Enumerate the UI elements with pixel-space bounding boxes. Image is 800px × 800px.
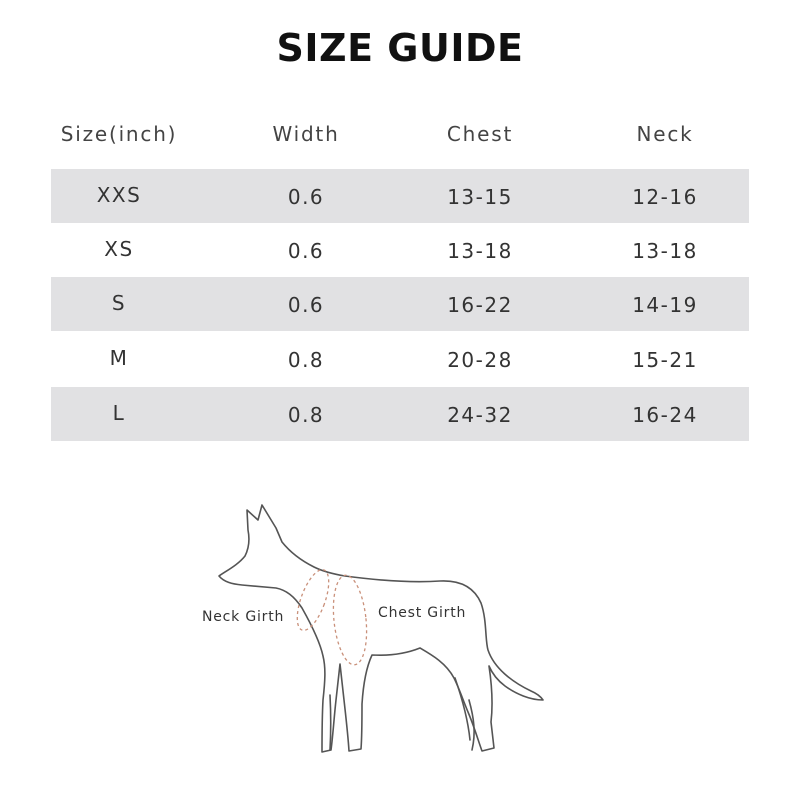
neck-cell: 12-16 — [632, 185, 698, 209]
width-cell: 0.6 — [287, 185, 325, 209]
size-cell: L — [112, 401, 126, 425]
size-cell: XS — [104, 237, 134, 261]
neck-cell: 16-24 — [632, 403, 698, 427]
neck-cell: 15-21 — [632, 348, 698, 372]
chest-cell: 24-32 — [447, 403, 513, 427]
table-row — [51, 223, 749, 277]
table-row — [51, 332, 749, 386]
page-title: SIZE GUIDE — [276, 26, 524, 70]
table-row — [51, 387, 749, 441]
width-cell: 0.6 — [287, 293, 325, 317]
neck-cell: 13-18 — [632, 239, 698, 263]
chest-girth-label: Chest Girth — [378, 605, 467, 621]
chest-cell: 20-28 — [447, 348, 513, 372]
dog-measurement-diagram — [190, 495, 570, 765]
width-cell: 0.8 — [287, 348, 325, 372]
neck-girth-label: Neck Girth — [202, 609, 285, 625]
table-row — [51, 169, 749, 223]
neck-cell: 14-19 — [632, 293, 698, 317]
header-size: Size(inch) — [60, 122, 178, 146]
size-cell: S — [111, 291, 127, 315]
size-cell: M — [109, 346, 129, 370]
width-cell: 0.8 — [287, 403, 325, 427]
size-cell: XXS — [96, 183, 142, 207]
chest-cell: 13-15 — [447, 185, 513, 209]
table-header-row — [51, 108, 749, 162]
chest-cell: 13-18 — [447, 239, 513, 263]
header-width: Width — [272, 122, 340, 146]
chest-cell: 16-22 — [447, 293, 513, 317]
header-neck: Neck — [636, 122, 694, 146]
header-chest: Chest — [446, 122, 514, 146]
table-row — [51, 277, 749, 331]
neck-girth-line — [291, 566, 335, 634]
width-cell: 0.6 — [287, 239, 325, 263]
chest-girth-line — [329, 574, 370, 667]
dog-outline — [219, 505, 543, 752]
